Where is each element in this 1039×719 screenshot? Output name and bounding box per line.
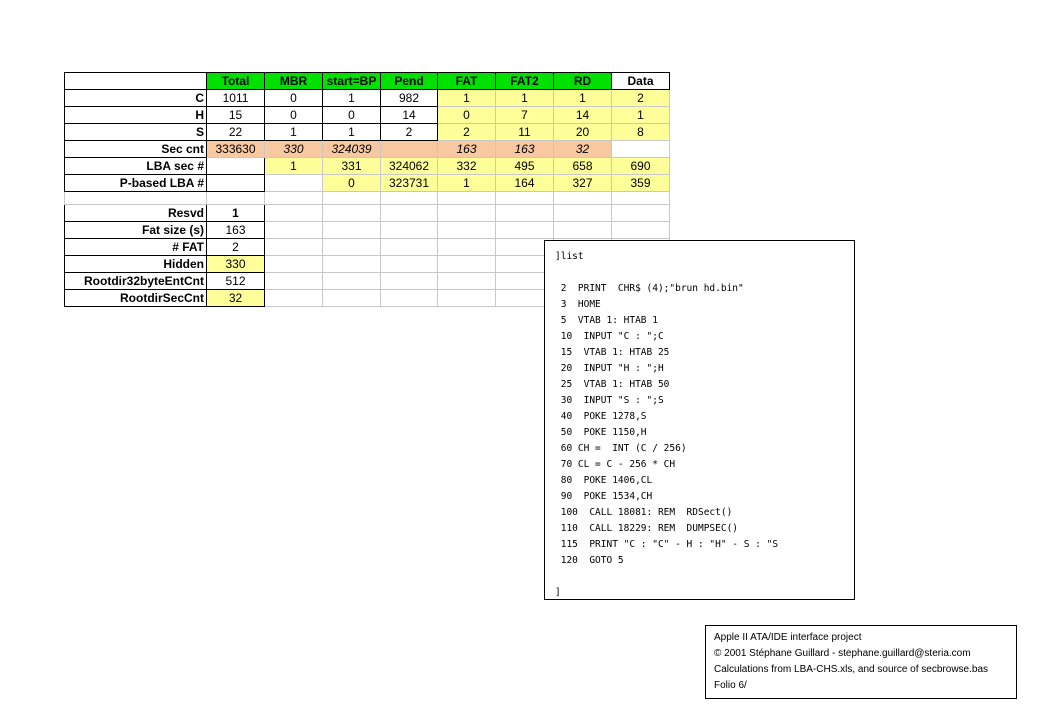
cell: 495 (496, 158, 554, 175)
empty-cell (265, 205, 323, 222)
cell: 690 (612, 158, 670, 175)
col-header-fat2: FAT2 (496, 73, 554, 90)
param-value: 2 (207, 239, 265, 256)
param-label: Fat size (s) (65, 222, 207, 239)
cell: 1011 (207, 90, 265, 107)
param-value: 32 (207, 290, 265, 307)
cell: 1 (554, 90, 612, 107)
empty-cell (554, 222, 612, 239)
listing-line: 80 POKE 1406,CL (555, 475, 653, 486)
empty-cell (612, 192, 670, 205)
empty-cell (381, 273, 438, 290)
empty-cell (438, 222, 496, 239)
empty-cell (381, 239, 438, 256)
empty-cell (612, 205, 670, 222)
empty-cell (323, 205, 381, 222)
listing-line: 100 CALL 18081: REM RDSect() (555, 507, 733, 518)
cell: 359 (612, 175, 670, 192)
listing-line: 120 GOTO 5 (555, 555, 624, 566)
empty-cell (381, 205, 438, 222)
spacer-row (65, 192, 670, 205)
empty-cell (438, 290, 496, 307)
footer-source-note: Calculations from LBA-CHS.xls, and source of secbrowse.bas (714, 664, 989, 675)
empty-cell (323, 290, 381, 307)
cell: 333630 (207, 141, 265, 158)
empty-cell (438, 205, 496, 222)
corner-cell (65, 73, 207, 90)
cell: 1 (496, 90, 554, 107)
listing-line: 50 POKE 1150,H (555, 427, 647, 438)
listing-line: 60 CH = INT (C / 256) (555, 443, 687, 454)
row-label-c: C (65, 90, 207, 107)
footer-project-title: Apple II ATA/IDE interface project (714, 632, 862, 643)
row-label-s: S (65, 124, 207, 141)
row-label-sec-cnt: Sec cnt (65, 141, 207, 158)
cell: 982 (381, 90, 438, 107)
listing-line: 90 POKE 1534,CH (555, 491, 653, 502)
cell (207, 158, 265, 175)
empty-cell (381, 192, 438, 205)
cell: 14 (381, 107, 438, 124)
cell: 2 (612, 90, 670, 107)
empty-cell (265, 290, 323, 307)
cell: 332 (438, 158, 496, 175)
listing-line: 15 VTAB 1: HTAB 25 (555, 347, 670, 358)
row-s (65, 124, 670, 141)
col-header-data: Data (612, 73, 670, 90)
listing-line: 40 POKE 1278,S (555, 411, 647, 422)
param-value: 330 (207, 256, 265, 273)
empty-cell (323, 273, 381, 290)
listing-line: 2 PRINT CHR$ (4);"brun hd.bin" (555, 283, 744, 294)
param-label: Rootdir32byteEntCnt (65, 273, 207, 290)
cell: 32 (554, 141, 612, 158)
cell: 1 (265, 158, 323, 175)
listing-line (555, 265, 844, 281)
param-label: Hidden (65, 256, 207, 273)
empty-cell (381, 222, 438, 239)
param-label: # FAT (65, 239, 207, 256)
empty-cell (438, 256, 496, 273)
cell: 330 (265, 141, 323, 158)
empty-cell (265, 239, 323, 256)
cell: 0 (323, 107, 381, 124)
cell: 1 (323, 124, 381, 141)
empty-cell (496, 205, 554, 222)
empty-cell (381, 290, 438, 307)
empty-cell (323, 239, 381, 256)
cell: 323731 (381, 175, 438, 192)
row-label-lba-sec: LBA sec # (65, 158, 207, 175)
cell: 2 (381, 124, 438, 141)
cell: 163 (438, 141, 496, 158)
empty-cell (554, 192, 612, 205)
listing-line: 30 INPUT "S : ";S (555, 395, 664, 406)
cell: 22 (207, 124, 265, 141)
empty-cell (438, 192, 496, 205)
cell: 1 (438, 90, 496, 107)
empty-cell (438, 239, 496, 256)
param-label: Resvd (65, 205, 207, 222)
listing-line: 20 INPUT "H : ";H (555, 363, 664, 374)
row-lba-sec (65, 158, 670, 175)
cell (265, 175, 323, 192)
empty-cell (323, 256, 381, 273)
listing-line: 3 HOME (555, 299, 601, 310)
cell: 331 (323, 158, 381, 175)
row-p-based-lba (65, 175, 670, 192)
empty-cell (323, 192, 381, 205)
cell (381, 141, 438, 158)
cell: 324062 (381, 158, 438, 175)
cell: 163 (496, 141, 554, 158)
empty-cell (612, 222, 670, 239)
listing-line: 25 VTAB 1: HTAB 50 (555, 379, 670, 390)
empty-cell (381, 256, 438, 273)
empty-cell (207, 192, 265, 205)
param-row-fat-size (65, 222, 670, 239)
empty-cell (554, 205, 612, 222)
param-row-resvd (65, 205, 670, 222)
cell (612, 141, 670, 158)
listing-line: 110 CALL 18229: REM DUMPSEC() (555, 523, 739, 534)
cell: 8 (612, 124, 670, 141)
param-value: 1 (207, 205, 265, 222)
listing-line (555, 569, 844, 585)
row-label-p-based-lba: P-based LBA # (65, 175, 207, 192)
col-header-start: start=BP (323, 73, 381, 90)
cell (207, 175, 265, 192)
listing-line: 10 INPUT "C : ";C (555, 331, 664, 342)
cell: 164 (496, 175, 554, 192)
col-header-fat: FAT (438, 73, 496, 90)
col-header-total: Total (207, 73, 265, 90)
empty-cell (65, 192, 207, 205)
listing-line: 70 CL = C - 256 * CH (555, 459, 676, 470)
cell: 658 (554, 158, 612, 175)
col-header-mbr: MBR (265, 73, 323, 90)
empty-cell (265, 273, 323, 290)
row-c (65, 90, 670, 107)
cell: 0 (438, 107, 496, 124)
empty-cell (265, 192, 323, 205)
empty-cell (323, 222, 381, 239)
param-value: 512 (207, 273, 265, 290)
cell: 1 (438, 175, 496, 192)
cell: 11 (496, 124, 554, 141)
basic-listing (544, 240, 855, 600)
empty-cell (496, 222, 554, 239)
cell: 20 (554, 124, 612, 141)
cell: 0 (323, 175, 381, 192)
empty-cell (438, 273, 496, 290)
cell: 7 (496, 107, 554, 124)
cell: 15 (207, 107, 265, 124)
col-header-rd: RD (554, 73, 612, 90)
col-header-pend: Pend (381, 73, 438, 90)
listing-line: ] (555, 587, 561, 598)
listing-line: 5 VTAB 1: HTAB 1 (555, 315, 658, 326)
cell: 14 (554, 107, 612, 124)
cell: 324039 (323, 141, 381, 158)
footer-credits (705, 625, 1017, 699)
param-value: 163 (207, 222, 265, 239)
cell: 1 (612, 107, 670, 124)
cell: 2 (438, 124, 496, 141)
cell: 1 (265, 124, 323, 141)
header-row (65, 73, 670, 90)
cell: 1 (323, 90, 381, 107)
row-sec-cnt (65, 141, 670, 158)
empty-cell (265, 222, 323, 239)
listing-line: ]list (555, 251, 584, 262)
empty-cell (265, 256, 323, 273)
empty-cell (496, 192, 554, 205)
row-h (65, 107, 670, 124)
cell: 0 (265, 107, 323, 124)
footer-folio: Folio 6/ (714, 680, 747, 691)
param-label: RootdirSecCnt (65, 290, 207, 307)
cell: 0 (265, 90, 323, 107)
listing-line: 115 PRINT "C : "C" - H : "H" - S : "S (555, 539, 779, 550)
row-label-h: H (65, 107, 207, 124)
cell: 327 (554, 175, 612, 192)
footer-copyright: © 2001 Stéphane Guillard - stephane.guillard@steria.com (714, 648, 971, 659)
